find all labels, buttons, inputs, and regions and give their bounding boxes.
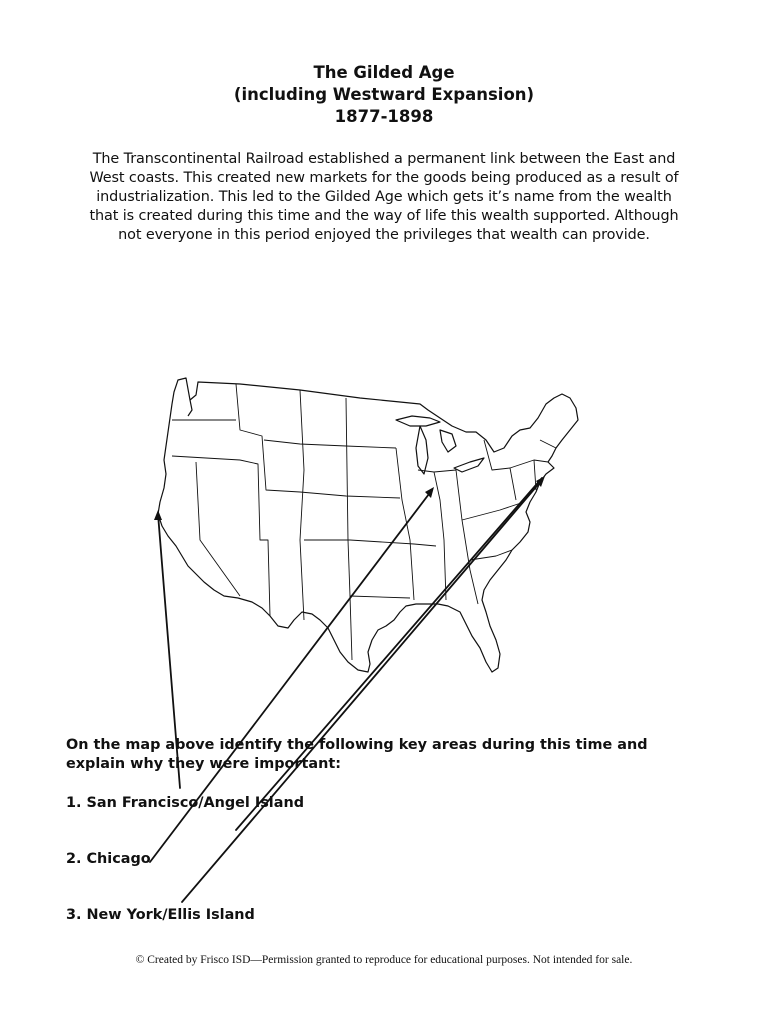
instructions bbox=[66, 736, 706, 774]
lake-erie bbox=[454, 458, 484, 472]
arrow-new-york-1 bbox=[236, 478, 542, 830]
item-number: 2. bbox=[66, 851, 82, 867]
instructions-line-2: explain why they were important: bbox=[66, 756, 341, 772]
item-label: Chicago bbox=[86, 851, 151, 867]
arrow-head-san-francisco bbox=[154, 510, 162, 520]
arrow-new-york-2 bbox=[182, 480, 542, 902]
lake-huron bbox=[440, 430, 456, 452]
item-number: 3. bbox=[66, 907, 82, 923]
title-line-3: 1877-1898 bbox=[334, 107, 434, 126]
state-lines bbox=[172, 384, 556, 660]
copyright-footer: © Created by Frisco ISD—Permission granted to reproduce for educational purposes. Not intended for sale. bbox=[135, 954, 633, 966]
us-border bbox=[158, 378, 578, 672]
list-item bbox=[66, 906, 255, 925]
puget-sound bbox=[188, 400, 192, 416]
instructions-line-1: On the map above identify the following key areas during this time and bbox=[66, 737, 648, 753]
title-line-1: The Gilded Age bbox=[313, 63, 455, 82]
lake-michigan bbox=[416, 426, 428, 474]
annotation-arrows bbox=[150, 478, 542, 902]
title-line-2: (including Westward Expansion) bbox=[233, 85, 535, 104]
list-item bbox=[66, 794, 304, 813]
us-outline bbox=[158, 378, 578, 672]
list-item bbox=[66, 850, 151, 869]
intro-line: The Transcontinental Railroad established a permanent link between the East and bbox=[92, 151, 676, 167]
lake-superior bbox=[396, 416, 440, 426]
intro-line: West coasts. This created new markets for the goods being produced as a result of bbox=[89, 170, 679, 186]
intro-line: that is created during this time and the way of life this wealth supported. Although bbox=[89, 208, 679, 224]
item-label: San Francisco/Angel Island bbox=[86, 795, 304, 811]
intro-line: industrialization. This led to the Gilded Age which gets it’s name from the wealth bbox=[96, 189, 672, 205]
item-label: New York/Ellis Island bbox=[86, 907, 255, 923]
item-number: 1. bbox=[66, 795, 82, 811]
intro-line: not everyone in this period enjoyed the privileges that wealth can provide. bbox=[118, 227, 650, 243]
